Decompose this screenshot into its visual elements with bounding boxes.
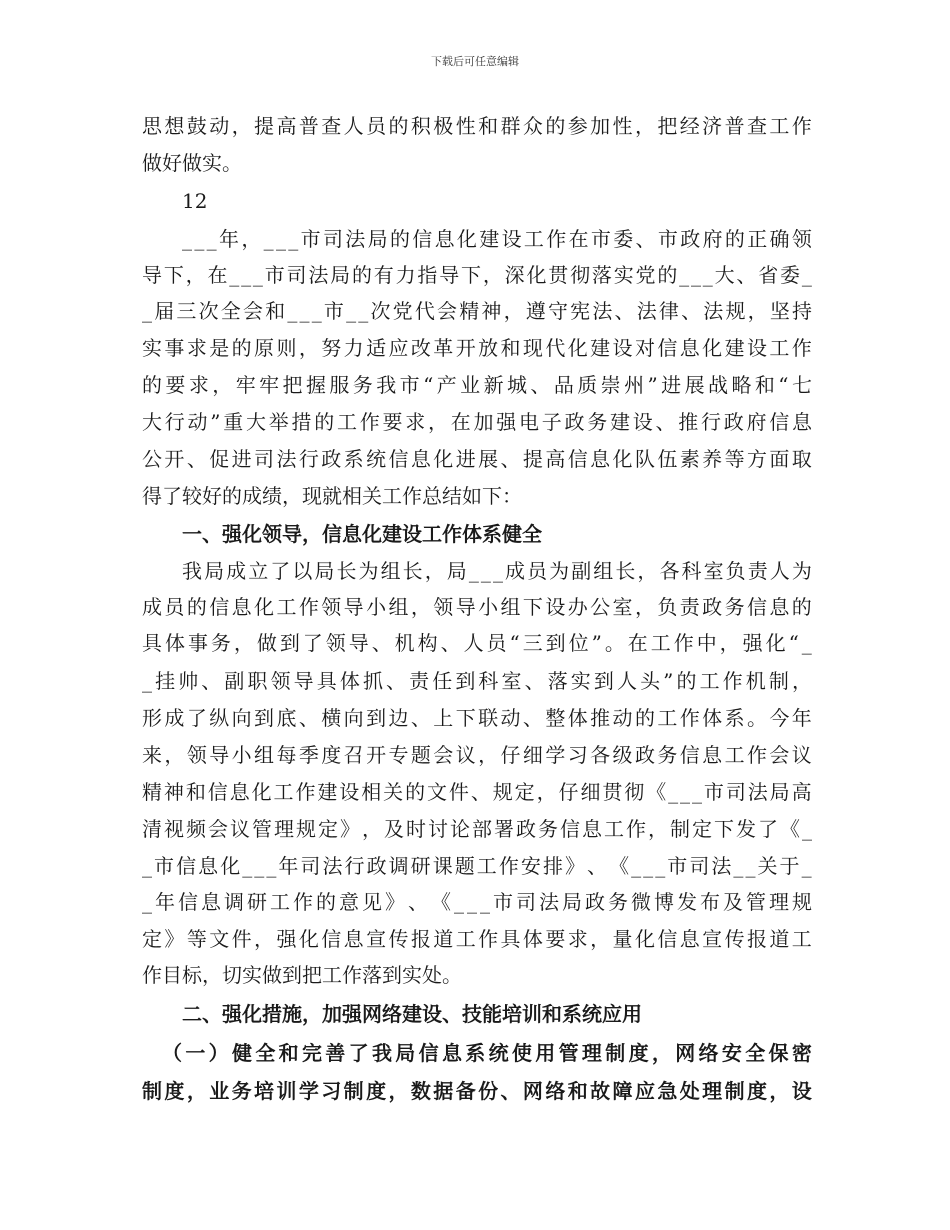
text-line: 实 事 求 是 的 原 则 ， 努 力 适 应 改 革 开 放 和 现 代 化 建 设 对 信 息 化 建 设 工 作 [142, 336, 812, 360]
text-line: 的 要 求 ， 牢 牢 把 握 服 务 我 市 “ 产 业 新 城 、 品 质 崇 州 ” 进 展 战 略 和 “ 七 [142, 373, 812, 397]
text-line: 公 开 、 促 进 司 法 行 政 系 统 信 息 化 进 展 、 提 高 信 息 化 队 伍 素 养 等 方 面 取 [142, 447, 812, 471]
section-heading-line: 一、强化领导，信息化建设工作体系健全 [182, 522, 542, 546]
text-line: 大 行 动 ” 重 大 举 措 的 工 作 要 求 ， 在 加 强 电 子 政 务 建 设 、 推 行 政 府 信 息 [142, 410, 812, 434]
text-line: _ 年 信 息 调 研 工 作 的 意 见 》 、 《 _ _ _ 市 司 法 局 政 务 微 博 发 布 及 管 理 规 [142, 890, 812, 914]
text-line: 来 ， 领 导 小 组 每 季 度 召 开 专 题 会 议 ， 仔 细 学 习 各 级 政 务 信 息 工 作 会 议 [142, 743, 812, 767]
text-line: 定 》 等 文 件 ， 强 化 信 息 宣 传 报 道 工 作 具 体 要 求 ， 量 化 信 息 宣 传 报 道 工 [142, 927, 812, 951]
text-line: 我 局 成 立 了 以 局 长 为 组 长 ， 局 _ _ _ 成 员 为 副 组 长 ， 各 科 室 负 责 人 为 [182, 559, 812, 583]
text-line: 清 视 频 会 议 管 理 规 定 》 ， 及 时 讨 论 部 署 政 务 信 息 工 作 ， 制 定 下 发 了 《 _ [142, 817, 812, 841]
text-line: _ _ _ 年 ， _ _ _ 市 司 法 局 的 信 息 化 建 设 工 作 在 市 委 、 市 政 府 的 正 确 领 [182, 227, 812, 251]
text-line: _ 挂 帅 、 副 职 领 导 具 体 抓 、 责 任 到 科 室 、 落 实 到 人 头 ” 的 工 作 机 制 ， [142, 669, 812, 693]
text-line: 作目标，切实做到把工作落到实处。 [142, 963, 462, 987]
text-line: 形 成 了 纵 向 到 底 、 横 向 到 边 、 上 下 联 动 、 整 体 推 动 的 工 作 体 系 。 今 年 [142, 706, 812, 730]
section-heading-line: 二、强化措施，加强网络建设、技能培训和系统应用 [182, 1002, 642, 1026]
text-line: 做好做实。 [142, 151, 242, 175]
text-line: 思 想 鼓 动 ， 提 高 普 查 人 员 的 积 极 性 和 群 众 的 参 加 性 ， 把 经 济 普 查 工 作 [142, 114, 812, 138]
section-heading-line: （ 一 ） 健 全 和 完 善 了 我 局 信 息 系 统 使 用 管 理 制 度 ， 网 络 安 全 保 密 [162, 1041, 812, 1065]
text-line: 精 神 和 信 息 化 工 作 建 设 相 关 的 文 件 、 规 定 ， 仔 细 贯 彻 《 _ _ _ 市 司 法 局 高 [142, 780, 812, 804]
text-line: _ 市 信 息 化 _ _ _ 年 司 法 行 政 调 研 课 题 工 作 安 排 》 、 《 _ _ _ 市 司 法 _ _ 关 于 _ [142, 854, 812, 878]
text-line: 12 [182, 189, 208, 213]
page-header: 下载后可任意编辑 [431, 55, 519, 68]
text-line: _ 届 三 次 全 会 和 _ _ _ 市 _ _ 次 党 代 会 精 神 ， 遵 守 宪 法 、 法 律 、 法 规 ， 坚 持 [142, 299, 812, 323]
text-line: 得了较好的成绩，现就相关工作总结如下： [142, 484, 522, 508]
text-line: 成 员 的 信 息 化 工 作 领 导 小 组 ， 领 导 小 组 下 设 办 公 室 ， 负 责 政 务 信 息 的 [142, 595, 812, 619]
text-line: 导 下 ， 在 _ _ _ 市 司 法 局 的 有 力 指 导 下 ， 深 化 贯 彻 落 实 党 的 _ _ _ 大 、 省 委 _ [142, 263, 812, 287]
section-heading-line: 制 度 ， 业 务 培 训 学 习 制 度 ， 数 据 备 份 、 网 络 和 故 障 应 急 处 理 制 度 ， 设 [142, 1079, 812, 1103]
text-line: 具 体 事 务 ， 做 到 了 领 导 、 机 构 、 人 员 “ 三 到 位 ” 。 在 工 作 中 ， 强 化 “ _ [142, 631, 812, 655]
